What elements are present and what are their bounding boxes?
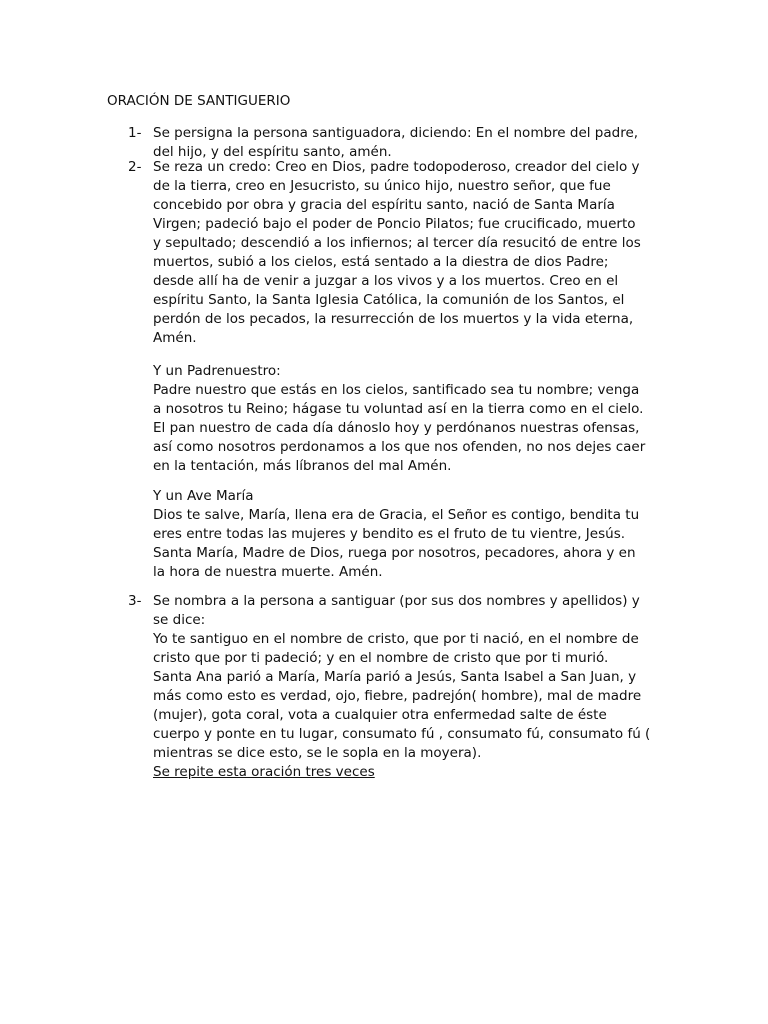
text-line: El pan nuestro de cada día dánoslo hoy y perdónanos nuestras ofensas, xyxy=(153,420,640,436)
text-line: Yo te santiguo en el nombre de cristo, que por ti nació, en el nombre de xyxy=(153,631,639,647)
text-line: de la tierra, creo en Jesucristo, su único hijo, nuestro señor, que fue xyxy=(153,178,611,194)
text-line: muertos, subió a los cielos, está sentado a la diestra de dios Padre; xyxy=(153,254,609,270)
text-line: perdón de los pecados, la resurrección de los muertos y la vida eterna, xyxy=(153,311,634,327)
text-line: se dice: xyxy=(153,612,206,628)
text-line: mientras se dice esto, se le sopla en la moyera). xyxy=(153,745,482,761)
list-item-text xyxy=(153,592,669,782)
text-line: Se nombra a la persona a santiguar (por sus dos nombres y apellidos) y xyxy=(153,593,640,609)
avemaria-block xyxy=(153,487,669,582)
text-line: desde allí ha de venir a juzgar a los vivos y a los muertos. Creo en el xyxy=(153,273,619,289)
text-line: Se persigna la persona santiguadora, diciendo: En el nombre del padre, xyxy=(153,125,639,141)
text-line: la hora de nuestra muerte. Amén. xyxy=(153,564,383,580)
list-item-text xyxy=(153,124,669,162)
text-line: Amén. xyxy=(153,330,197,346)
text-line: eres entre todas las mujeres y bendito es el fruto de tu vientre, Jesús. xyxy=(153,526,626,542)
closing-line: Se repite esta oración tres veces xyxy=(153,764,375,780)
text-line: en la tentación, más líbranos del mal Amén. xyxy=(153,458,452,474)
text-line: Padre nuestro que estás en los cielos, santificado sea tu nombre; venga xyxy=(153,382,640,398)
text-line: Santa María, Madre de Dios, ruega por nosotros, pecadores, ahora y en xyxy=(153,545,636,561)
text-line: así como nosotros perdonamos a los que nos ofenden, no nos dejes caer xyxy=(153,439,646,455)
section-heading: Y un Padrenuestro: xyxy=(153,363,281,379)
text-line: más como esto es verdad, ojo, fiebre, padrejón( hombre), mal de madre xyxy=(153,688,642,704)
section-heading: Y un Ave María xyxy=(153,488,254,504)
text-line: del hijo, y del espíritu santo, amén. xyxy=(153,144,392,160)
list-item-number: 3- xyxy=(128,593,142,609)
list-item-number: 1- xyxy=(128,125,142,141)
text-line: espíritu Santo, la Santa Iglesia Católica, la comunión de los Santos, el xyxy=(153,292,625,308)
document-title: ORACIÓN DE SANTIGUERIO xyxy=(107,93,291,109)
text-line: (mujer), gota coral, vota a cualquier otra enfermedad salte de éste xyxy=(153,707,607,723)
text-line: y sepultado; descendió a los infiernos; al tercer día resucitó de entre los xyxy=(153,235,641,251)
text-line: concebido por obra y gracia del espíritu santo, nació de Santa María xyxy=(153,197,615,213)
text-line: Se reza un credo: Creo en Dios, padre todopoderoso, creador del cielo y xyxy=(153,159,640,175)
padrenuestro-block xyxy=(153,362,669,476)
list-item-number: 2- xyxy=(128,159,142,175)
list-item-text xyxy=(153,158,669,348)
text-line: a nosotros tu Reino; hágase tu voluntad así en la tierra como en el cielo. xyxy=(153,401,644,417)
text-line: Dios te salve, María, llena era de Gracia, el Señor es contigo, bendita tu xyxy=(153,507,640,523)
text-line: cuerpo y ponte en tu lugar, consumato fú , consumato fú, consumato fú ( xyxy=(153,726,651,742)
text-line: cristo que por ti padeció; y en el nombre de cristo que por ti murió. xyxy=(153,650,609,666)
text-line: Santa Ana parió a María, María parió a Jesús, Santa Isabel a San Juan, y xyxy=(153,669,637,685)
text-line: Virgen; padeció bajo el poder de Poncio Pilatos; fue crucificado, muerto xyxy=(153,216,636,232)
